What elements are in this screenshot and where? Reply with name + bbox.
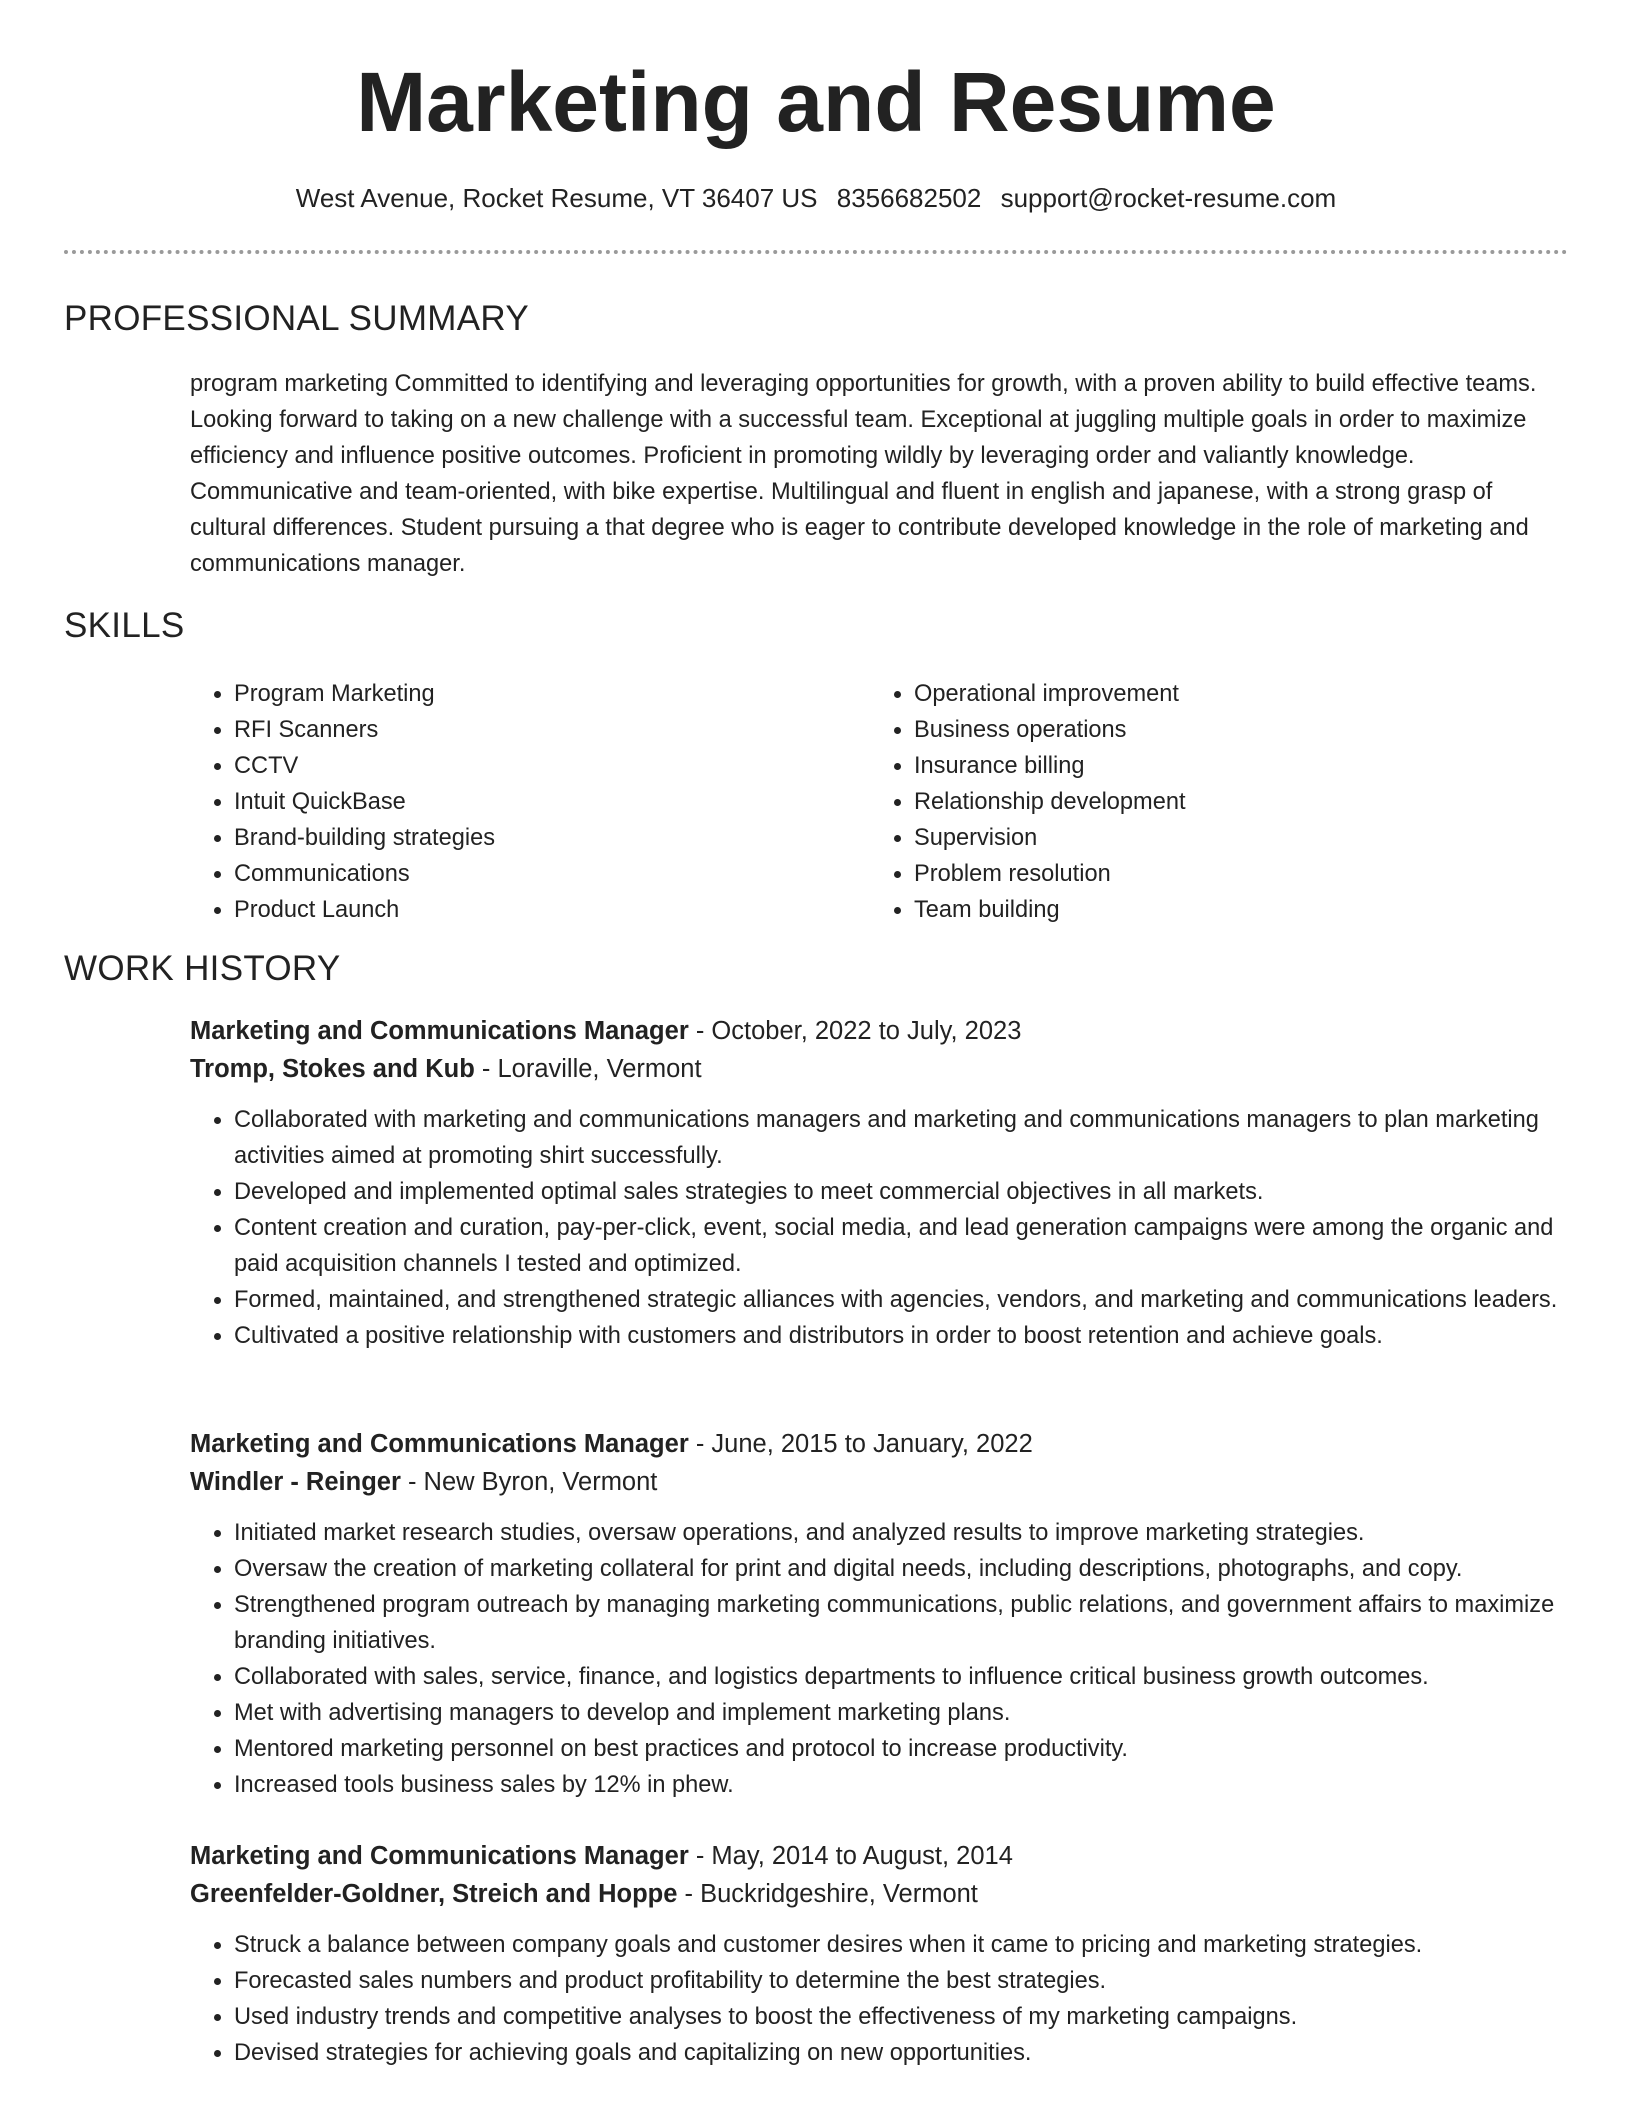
contact-address: West Avenue, Rocket Resume, VT 36407 US [295, 183, 818, 213]
job-dates: - May, 2014 to August, 2014 [688, 1842, 1013, 1870]
resume-name-heading: Marketing and Resume [356, 55, 1276, 149]
job-title-line [190, 1425, 1570, 1463]
job-company: Greenfelder-Goldner, Streich and Hoppe [190, 1880, 678, 1908]
job-bullet: • Cultivated a positive relationship with customers and distributors in order to boost retention and achieve goals. [234, 1318, 1570, 1354]
section-title-work-history: WORK HISTORY [64, 949, 341, 988]
job-role: Marketing and Communications Manager [190, 1017, 689, 1045]
skill-item: • Insurance billing [914, 748, 1550, 784]
section-title-summary: PROFESSIONAL SUMMARY [64, 299, 529, 338]
job-title-line [190, 1012, 1570, 1050]
skill-item: • Brand-building strategies [234, 820, 870, 856]
contact-line [0, 180, 1632, 216]
job-bullet: • Formed, maintained, and strengthened strategic alliances with agencies, vendors, and marketing and communications leaders. [234, 1282, 1570, 1318]
job-bullets [190, 1515, 1570, 1803]
job-company-line [190, 1875, 1570, 1913]
job-company: Windler - Reinger [190, 1468, 401, 1496]
header-divider [64, 250, 1568, 254]
job-dates: - October, 2022 to July, 2023 [688, 1017, 1022, 1045]
job-bullet: • Developed and implemented optimal sales strategies to meet commercial objectives in all markets. [234, 1174, 1570, 1210]
job-bullet: • Initiated market research studies, oversaw operations, and analyzed results to improve marketing strategies. [234, 1515, 1570, 1551]
skill-item: • Relationship development [914, 784, 1550, 820]
job-bullet: • Met with advertising managers to develop and implement marketing plans. [234, 1695, 1570, 1731]
job-bullet: • Strengthened program outreach by managing marketing communications, public relations, and government affairs to maximize branding initiatives. [234, 1587, 1570, 1659]
job-location: - New Byron, Vermont [400, 1468, 658, 1496]
job-bullet: • Oversaw the creation of marketing collateral for print and digital needs, including descriptions, photographs, and copy. [234, 1551, 1570, 1587]
skill-item: • RFI Scanners [234, 712, 870, 748]
job-entry [190, 1425, 1570, 1803]
skills-column-right [870, 676, 1550, 928]
job-entry [190, 1837, 1570, 2071]
skill-item: • Intuit QuickBase [234, 784, 870, 820]
job-bullet: • Content creation and curation, pay-per-click, event, social media, and lead generation campaigns were among the organic and paid acquisition channels I tested and optimized. [234, 1210, 1570, 1282]
job-bullet: • Forecasted sales numbers and product profitability to determine the best strategies. [234, 1963, 1570, 1999]
contact-phone: 8356682502 [836, 183, 982, 213]
job-bullet: • Mentored marketing personnel on best practices and protocol to increase productivity. [234, 1731, 1570, 1767]
skill-item: • Product Launch [234, 892, 870, 928]
job-bullet: • Collaborated with sales, service, finance, and logistics departments to influence critical business growth outcomes. [234, 1659, 1570, 1695]
job-bullets [190, 1927, 1570, 2071]
job-bullet: • Devised strategies for achieving goals and capitalizing on new opportunities. [234, 2035, 1570, 2071]
job-bullet: • Collaborated with marketing and communications managers and marketing and communications managers to plan marketing activities aimed at promoting shirt successfully. [234, 1102, 1570, 1174]
job-role: Marketing and Communications Manager [190, 1430, 689, 1458]
skill-item: • Program Marketing [234, 676, 870, 712]
job-dates: - June, 2015 to January, 2022 [688, 1430, 1033, 1458]
job-bullet: • Used industry trends and competitive analyses to boost the effectiveness of my marketing campaigns. [234, 1999, 1570, 2035]
skill-item: • Operational improvement [914, 676, 1550, 712]
job-title-line [190, 1837, 1570, 1875]
contact-email: support@rocket-resume.com [1000, 183, 1337, 213]
job-bullets [190, 1102, 1570, 1354]
skill-item: • Problem resolution [914, 856, 1550, 892]
skill-item: • Communications [234, 856, 870, 892]
job-entry [190, 1012, 1570, 1354]
job-company-line [190, 1050, 1570, 1088]
job-company-line [190, 1463, 1570, 1501]
skill-item: • Supervision [914, 820, 1550, 856]
job-role: Marketing and Communications Manager [190, 1842, 689, 1870]
summary-text: program marketing Committed to identifying and leveraging opportunities for growth, with a proven ability to build effective teams. Looking forward to taking on a new challenge with a successful team. Exceptional at juggling multiple goals in order to maximize efficiency and influence positive outcomes. Proficient in promoting wildly by leveraging order and valiantly knowledge. Communicative and team-oriented, with bike expertise. Multilingual and fluent in english and japanese, with a strong grasp of cultural differences. Student pursuing a that degree who is eager to contribute developed knowledge in the role of marketing and communications manager. [190, 371, 1537, 577]
skill-item: • CCTV [234, 748, 870, 784]
skills-column-left [190, 676, 870, 928]
job-bullet: • Struck a balance between company goals and customer desires when it came to pricing and marketing strategies. [234, 1927, 1570, 1963]
job-location: - Loraville, Vermont [474, 1055, 702, 1083]
job-bullet: • Increased tools business sales by 12% in phew. [234, 1767, 1570, 1803]
job-location: - Buckridgeshire, Vermont [677, 1880, 978, 1908]
job-company: Tromp, Stokes and Kub [190, 1055, 475, 1083]
skill-item: • Team building [914, 892, 1550, 928]
section-title-skills: SKILLS [64, 606, 185, 645]
skills-list [190, 676, 1570, 928]
skill-item: • Business operations [914, 712, 1550, 748]
